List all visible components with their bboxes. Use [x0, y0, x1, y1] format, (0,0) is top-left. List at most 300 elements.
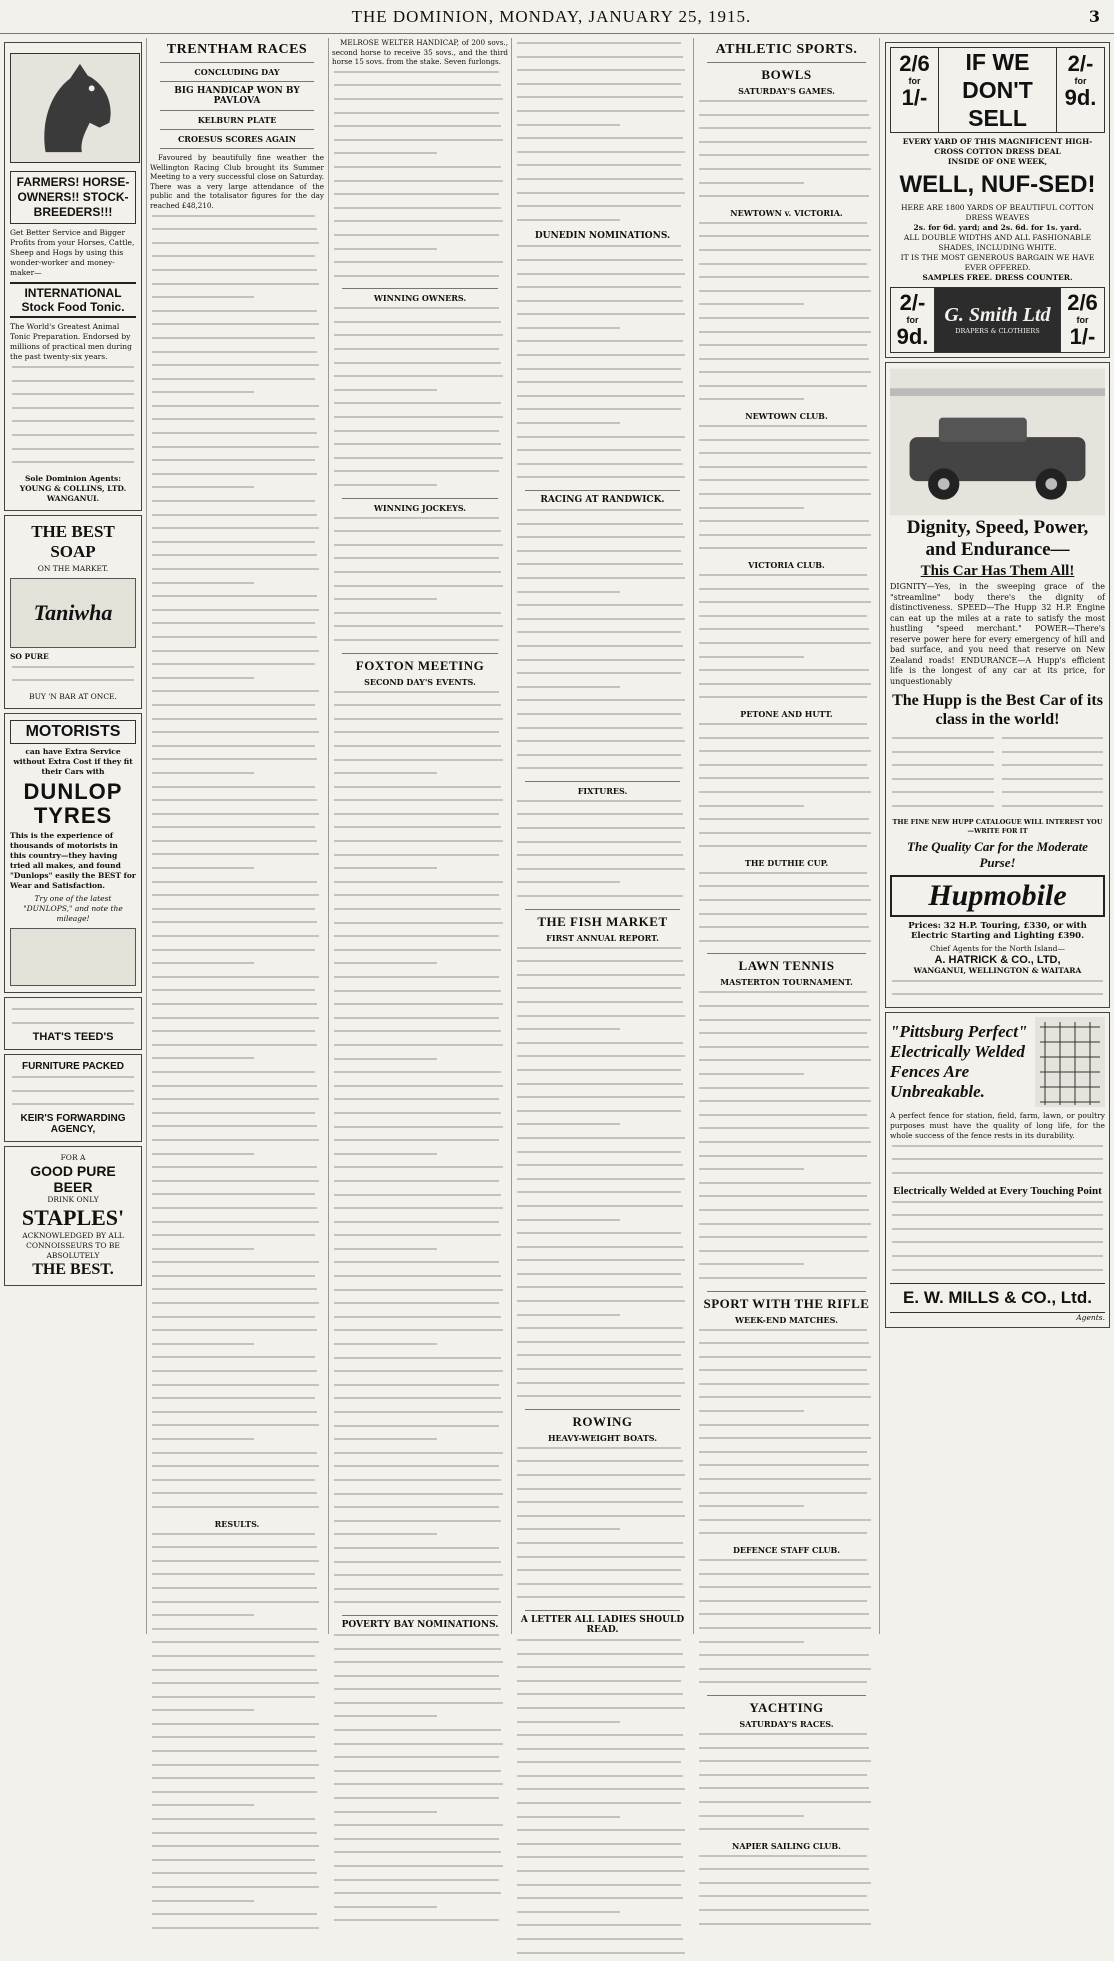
- hupp-catalogue: THE FINE NEW HUPP CATALOGUE WILL INTEREST YOU—WRITE FOR IT: [892, 817, 1103, 835]
- text-line: [699, 1923, 874, 1933]
- text-line: [152, 595, 322, 605]
- text-line: [334, 894, 506, 904]
- text-line: [699, 385, 874, 395]
- text-line: [699, 1760, 874, 1770]
- text-line: [517, 618, 688, 628]
- text-line: [334, 1675, 506, 1685]
- text-line: [517, 1246, 688, 1256]
- text-line: [152, 758, 322, 768]
- text-line: [152, 609, 322, 619]
- text-line: [152, 894, 322, 904]
- text-line: [517, 1911, 688, 1921]
- text-line: [334, 612, 506, 622]
- column-rule: [693, 38, 694, 1634]
- text-line: [334, 1044, 506, 1054]
- text-line: [517, 1693, 688, 1703]
- text-line: [699, 114, 874, 124]
- price-left-bottom: 1/-: [901, 85, 928, 110]
- text-line: [699, 845, 874, 855]
- text-line: [517, 1178, 688, 1188]
- text-line: [517, 219, 688, 229]
- staples-sub: ACKNOWLEDGED BY ALL CONNOISSEURS TO BE ABSOLUTELY: [22, 1230, 124, 1260]
- agents-name: A. HATRICK & CO., LTD,: [934, 953, 1061, 966]
- text-line: [152, 1601, 322, 1611]
- text-line: [699, 344, 874, 354]
- text-line: [334, 1017, 506, 1027]
- text-line: [517, 1639, 688, 1649]
- text-line: [334, 718, 506, 728]
- trentham-body: [150, 215, 324, 1516]
- text-line: [699, 805, 874, 815]
- race-results-column: [332, 38, 508, 1634]
- text-line: [517, 1123, 688, 1133]
- text-line: [152, 1465, 322, 1475]
- text-line: [152, 1003, 322, 1013]
- text-line: [152, 935, 322, 945]
- text-line: [334, 1112, 506, 1122]
- text-line: [517, 273, 688, 283]
- text-line: [517, 1341, 688, 1351]
- text-line: [152, 1506, 322, 1516]
- text-line: [699, 1774, 874, 1784]
- text-line: [152, 541, 322, 551]
- beer-drink: DRINK ONLY: [47, 1194, 99, 1204]
- text-line: [152, 568, 322, 578]
- text-line: [699, 1882, 874, 1892]
- text-line: [334, 1811, 506, 1821]
- text-line: [517, 463, 688, 473]
- text-line: [517, 408, 688, 418]
- text-line: [699, 1250, 874, 1260]
- text-line: [517, 259, 688, 269]
- text-line: [517, 841, 688, 851]
- text-line: [334, 1561, 506, 1571]
- text-line: [152, 650, 322, 660]
- teeds-slogan: THAT'S TEED'S: [32, 1031, 114, 1044]
- text-line: [152, 799, 322, 809]
- text-line: [334, 1438, 506, 1448]
- text-line: [699, 991, 874, 1001]
- hupp-prices: Prices: 32 H.P. Touring, £330, or with Electric Starting and Lighting £390.: [908, 920, 1087, 941]
- text-line: [152, 1180, 322, 1190]
- text-line: [334, 745, 506, 755]
- text-line: [517, 1191, 688, 1201]
- text-line: [699, 1654, 874, 1664]
- text-line: [699, 764, 874, 774]
- pittsburg-headline: "Pittsburg Perfect" Electrically Welded Fences Are Unbreakable.: [890, 1021, 1028, 1101]
- text-line: [152, 337, 322, 347]
- text-line: [699, 1681, 874, 1691]
- text-line: [699, 628, 874, 638]
- text-line: [334, 1302, 506, 1312]
- text-line: [152, 1356, 322, 1366]
- text-line: [152, 1044, 322, 1054]
- text-line: [152, 786, 322, 796]
- text-line: [152, 527, 322, 537]
- text-line: [699, 1236, 874, 1246]
- athletic-sports-column: [697, 38, 876, 1851]
- text-line: [334, 430, 506, 440]
- soap-pure: SO PURE: [10, 651, 49, 661]
- text-line: [152, 1057, 322, 1067]
- text-line: [517, 395, 688, 405]
- text-line: [517, 767, 688, 777]
- text-line: [517, 868, 688, 878]
- text-line: [699, 1182, 874, 1192]
- rifle-sub: WEEK-END MATCHES.: [735, 1314, 838, 1325]
- text-line: [152, 215, 322, 225]
- foxton-sub: SECOND DAY'S EVENTS.: [364, 676, 476, 687]
- melrose-handicap: MELROSE WELTER HANDICAP, of 200 sovs., second horse to receive 35 sovs., and the third horse 15 sovs. from the stake. Seven furlongs.: [332, 38, 508, 67]
- text-line: [334, 544, 506, 554]
- text-line: [517, 1460, 688, 1470]
- text-line: [152, 1030, 322, 1040]
- motorists-headline: MOTORISTS: [10, 720, 136, 744]
- horse-head-illustration: [10, 53, 140, 163]
- text-line: [334, 867, 506, 877]
- text-line: [517, 577, 688, 587]
- text-line: [699, 683, 874, 693]
- text-line: [152, 1492, 322, 1502]
- trentham-races-column: [150, 38, 324, 1634]
- text-line: [699, 439, 874, 449]
- text-line: [152, 1261, 322, 1271]
- lawn-tennis-heading: LAWN TENNIS: [738, 958, 835, 974]
- newspaper-title: THE DOMINION, MONDAY, JANUARY 25, 1915.: [351, 6, 752, 26]
- text-line: [517, 1273, 688, 1283]
- text-line: [334, 1743, 506, 1753]
- beer-for: FOR A: [60, 1152, 86, 1162]
- text-line: [517, 699, 688, 709]
- text-line: [517, 881, 688, 891]
- text-line: [517, 192, 688, 202]
- text-line: [152, 1845, 322, 1855]
- text-line: [334, 1343, 506, 1353]
- text-line: [152, 1682, 322, 1692]
- text-line: [152, 1085, 322, 1095]
- dunlop-body: This is the experience of thousands of motorists in this country—they having tried all makes, and found "Dunlops" easily the BEST for Wear and Satisfaction.: [10, 830, 136, 890]
- text-line: [334, 1425, 506, 1435]
- smith-price-left: [891, 288, 935, 352]
- text-line: [334, 571, 506, 581]
- text-line: [517, 1569, 688, 1579]
- text-line: [152, 1221, 322, 1231]
- text-line: [699, 777, 874, 787]
- text-line: [334, 1452, 506, 1462]
- smith-logo: G. Smith Ltd: [944, 304, 1051, 326]
- text-line: [334, 1797, 506, 1807]
- text-line: [334, 1688, 506, 1698]
- text-line: [152, 1709, 322, 1719]
- smith-left-for: for: [906, 315, 919, 325]
- text-line: [152, 826, 322, 836]
- mills-name: E. W. MILLS & CO., Ltd.: [890, 1283, 1105, 1313]
- text-line: [699, 1519, 874, 1529]
- dress-generous: IT IS THE MOST GENEROUS BARGAIN WE HAVE EVER OFFERED.: [900, 253, 1095, 272]
- text-line: [699, 452, 874, 462]
- motorists-body: can have Extra Service without Extra Cost if they fit their Cars with: [13, 746, 133, 776]
- newtown-club: NEWTOWN CLUB.: [745, 411, 828, 422]
- text-line: [517, 1151, 688, 1161]
- text-line: [152, 1139, 322, 1149]
- text-line: [517, 1870, 688, 1880]
- fish-market-sub: FIRST ANNUAL REPORT.: [546, 932, 659, 943]
- text-line: [152, 840, 322, 850]
- text-line: [334, 1030, 506, 1040]
- text-line: [699, 1100, 874, 1110]
- results-heading: RESULTS.: [214, 1518, 260, 1529]
- text-line: [517, 151, 688, 161]
- text-line: [334, 1824, 506, 1834]
- dress-weaves: HERE ARE 1800 YARDS OF BEAUTIFUL COTTON DRESS WEAVES: [901, 203, 1094, 222]
- text-line: [152, 1750, 322, 1760]
- text-line: [699, 1209, 874, 1219]
- text-line: [334, 261, 506, 271]
- trentham-sub1: CONCLUDING DAY: [194, 67, 280, 77]
- text-line: [334, 1411, 506, 1421]
- text-line: [517, 672, 688, 682]
- column-rule: [511, 38, 512, 1634]
- text-line: [152, 1655, 322, 1665]
- text-line: [334, 1071, 506, 1081]
- text-line: [517, 124, 688, 134]
- text-line: [699, 263, 874, 273]
- text-line: [517, 1110, 688, 1120]
- text-line: [699, 913, 874, 923]
- price-left-top: 2/6: [899, 51, 930, 76]
- text-line: [334, 402, 506, 412]
- text-line: [517, 1721, 688, 1731]
- text-line: [334, 166, 506, 176]
- text-line: [517, 1447, 688, 1457]
- text-line: [334, 193, 506, 203]
- text-line: [517, 686, 688, 696]
- text-line: [334, 416, 506, 426]
- text-line: [517, 536, 688, 546]
- text-line: [699, 290, 874, 300]
- soap-title: THE BEST SOAP: [31, 521, 115, 561]
- text-line: [517, 1028, 688, 1038]
- text-line: [152, 663, 322, 673]
- text-line: [699, 615, 874, 625]
- text-line: [152, 1288, 322, 1298]
- foxton-heading: FOXTON MEETING: [355, 657, 485, 673]
- text-line: [517, 1748, 688, 1758]
- text-line: [334, 949, 506, 959]
- text-line: [334, 1520, 506, 1530]
- text-line: [152, 772, 322, 782]
- victoria-club: VICTORIA CLUB.: [748, 560, 825, 570]
- text-line: [517, 436, 688, 446]
- text-line: [152, 745, 322, 755]
- text-line: [699, 466, 874, 476]
- text-line: [152, 949, 322, 959]
- text-line: [152, 867, 322, 877]
- text-line: [152, 351, 322, 361]
- text-line: [334, 1601, 506, 1611]
- text-line: [152, 976, 322, 986]
- text-line: [517, 381, 688, 391]
- text-line: [152, 1153, 322, 1163]
- text-line: [699, 669, 874, 679]
- text-line: [699, 1383, 874, 1393]
- stock-food-agents: Sole Dominion Agents: YOUNG & COLLINS, LTD. WANGANUI.: [19, 473, 127, 503]
- text-line: [699, 547, 874, 557]
- text-line: [152, 1546, 322, 1556]
- text-line: [152, 1234, 322, 1244]
- text-line: [152, 989, 322, 999]
- dunedin-heading: DUNEDIN NOMINATIONS.: [534, 231, 671, 242]
- text-line: [334, 112, 506, 122]
- smith-price-right: [1060, 288, 1104, 352]
- hupmobile-ad: [885, 362, 1110, 1008]
- petone-hutt: PETONE AND HUTT.: [740, 708, 833, 719]
- dunlop-ad: [4, 713, 142, 993]
- text-line: [517, 1327, 688, 1337]
- text-line: [334, 84, 506, 94]
- text-line: [334, 1085, 506, 1095]
- text-line: [334, 152, 506, 162]
- text-line: [334, 248, 506, 258]
- text-line: [152, 718, 322, 728]
- text-line: [152, 418, 322, 428]
- text-line: [517, 1286, 688, 1296]
- text-line: [517, 1884, 688, 1894]
- dress-price-line: 2s. for 6d. yard; and 2s. 6d. for 1s. yard.: [913, 223, 1082, 232]
- text-line: [517, 1856, 688, 1866]
- text-line: [699, 1127, 874, 1137]
- price-left: [891, 48, 939, 132]
- text-line: [334, 1879, 506, 1889]
- text-line: [152, 622, 322, 632]
- text-line: [517, 1164, 688, 1174]
- text-line: [699, 1263, 874, 1273]
- text-line: [334, 1180, 506, 1190]
- text-line: [334, 1275, 506, 1285]
- text-line: [152, 310, 322, 320]
- tonic-name: INTERNATIONAL Stock Food Tonic.: [10, 282, 136, 318]
- smith-left-bottom: 9d.: [896, 324, 929, 349]
- text-line: [517, 1232, 688, 1242]
- text-line: [699, 1478, 874, 1488]
- soap-bar-illustration: [10, 578, 136, 648]
- text-line: [334, 1465, 506, 1475]
- text-line: [699, 1815, 874, 1825]
- nominations-column: [515, 38, 690, 1634]
- text-line: [517, 827, 688, 837]
- text-line: [699, 507, 874, 517]
- text-line: [699, 832, 874, 842]
- teeds-ad: [4, 997, 142, 1050]
- staples-best: THE BEST.: [32, 1260, 114, 1278]
- text-line: [152, 391, 322, 401]
- text-line: [699, 1828, 874, 1838]
- text-line: [152, 1166, 322, 1176]
- text-line: [517, 1734, 688, 1744]
- text-line: [334, 443, 506, 453]
- text-line: [334, 1838, 506, 1848]
- column-rule: [328, 38, 329, 1634]
- text-line: [334, 1357, 506, 1367]
- rowing-sub: HEAVY-WEIGHT BOATS.: [547, 1432, 658, 1443]
- text-line: [517, 659, 688, 669]
- text-line: [699, 520, 874, 530]
- text-line: [334, 1634, 506, 1644]
- masterton-tournament: MASTERTON TOURNAMENT.: [720, 977, 853, 988]
- column-rule: [879, 38, 880, 1634]
- text-line: [152, 242, 322, 252]
- pittsburg-fence-ad: [885, 1012, 1110, 1328]
- text-line: [699, 195, 874, 205]
- text-line: [334, 840, 506, 850]
- text-line: [152, 1017, 322, 1027]
- text-line: [152, 1438, 322, 1448]
- welded-point: Electrically Welded at Every Touching Point: [893, 1184, 1102, 1197]
- text-line: [699, 1437, 874, 1447]
- text-line: [699, 235, 874, 245]
- text-line: [517, 422, 688, 432]
- text-line: [699, 222, 874, 232]
- text-line: [699, 1464, 874, 1474]
- text-line: [517, 854, 688, 864]
- price-right: [1056, 48, 1104, 132]
- text-line: [152, 269, 322, 279]
- text-line: [334, 962, 506, 972]
- text-line: [517, 368, 688, 378]
- text-line: [699, 425, 874, 435]
- keirs-ad: [4, 1054, 142, 1142]
- text-line: [517, 1137, 688, 1147]
- text-line: [334, 759, 506, 769]
- dress-widths: ALL DOUBLE WIDTHS AND ALL FASHIONABLE SHADES, INCLUDING WHITE.: [903, 233, 1092, 252]
- text-line: [334, 922, 506, 932]
- text-line: [152, 1900, 322, 1910]
- trentham-sub2: BIG HANDICAP WON BY PAVLOVA: [174, 86, 300, 106]
- soap-subtitle: ON THE MARKET.: [37, 563, 109, 573]
- text-line: [699, 818, 874, 828]
- soap-ad: [4, 515, 142, 709]
- text-line: [152, 1832, 322, 1842]
- text-line: [334, 1153, 506, 1163]
- text-line: [334, 1588, 506, 1598]
- text-line: [334, 1892, 506, 1902]
- text-line: [699, 1114, 874, 1124]
- text-line: [334, 881, 506, 891]
- text-line: [517, 1952, 688, 1961]
- text-line: [517, 1707, 688, 1717]
- text-line: [699, 1277, 874, 1287]
- text-line: [699, 1505, 874, 1515]
- text-line: [699, 899, 874, 909]
- results-body: [150, 1533, 324, 1937]
- text-line: [699, 1059, 874, 1069]
- text-line: [334, 1126, 506, 1136]
- inside-week: INSIDE OF ONE WEEK,: [947, 157, 1048, 166]
- text-line: [152, 378, 322, 388]
- text-line: [517, 1515, 688, 1525]
- text-line: [334, 1756, 506, 1766]
- price-right-for: for: [1074, 76, 1087, 86]
- text-line: [699, 1046, 874, 1056]
- text-line: [334, 1370, 506, 1380]
- text-line: [152, 255, 322, 265]
- text-line: [152, 853, 322, 863]
- farmers-headline: FARMERS! HORSE-OWNERS!! STOCK-BREEDERS!!!: [10, 171, 136, 224]
- text-line: [517, 1488, 688, 1498]
- text-line: [334, 334, 506, 344]
- text-line: [152, 1927, 322, 1937]
- text-line: [517, 1501, 688, 1511]
